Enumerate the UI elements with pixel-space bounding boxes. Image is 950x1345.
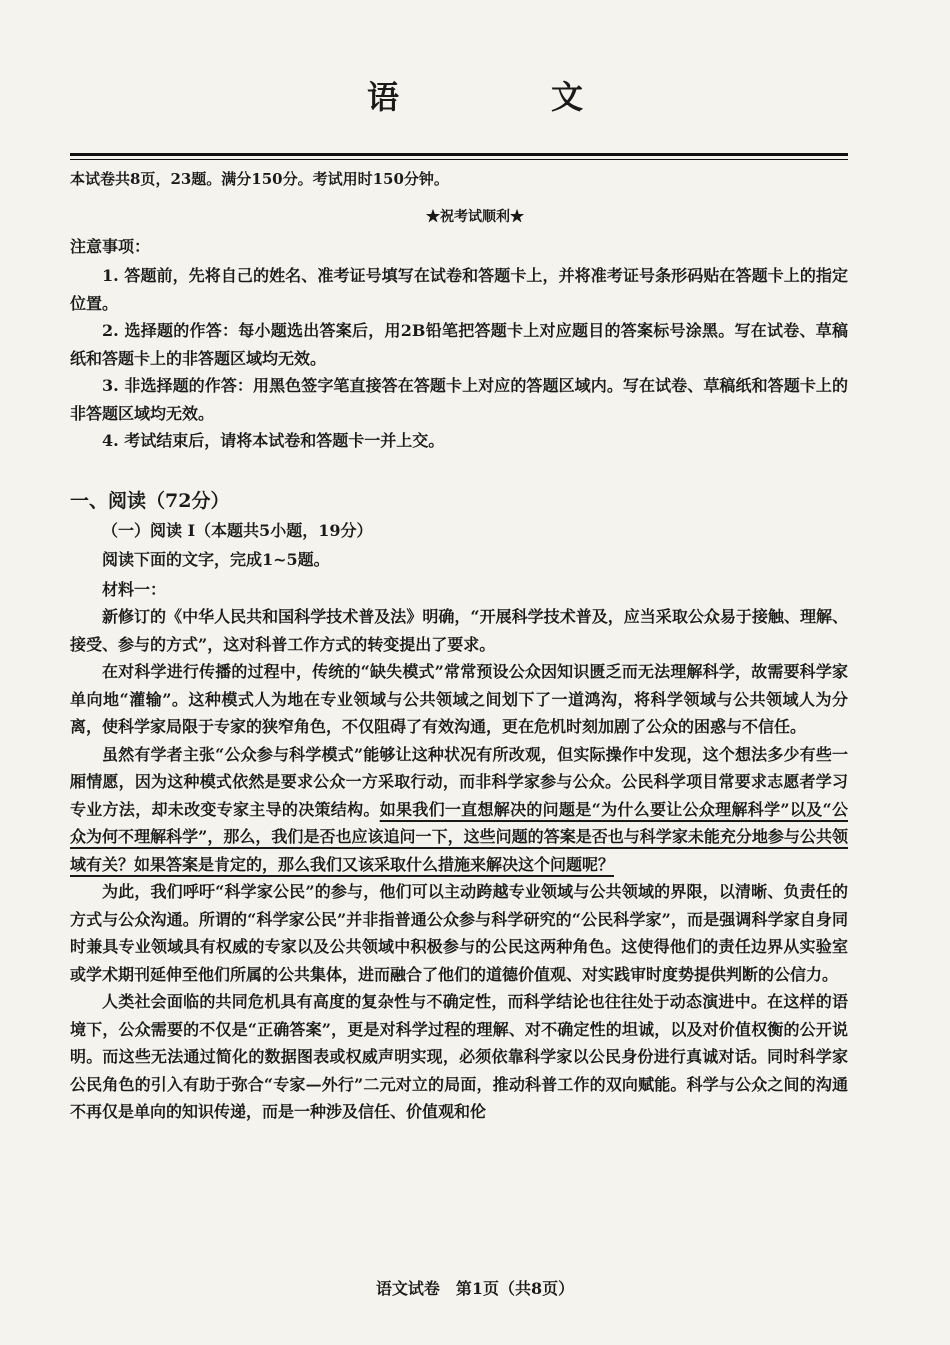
header-rule-thin [70,159,848,160]
passage-paragraph-3 [70,741,848,879]
passage-paragraph-3-text: 虽然有学者主张“公众参与科学模式”能够让这种状况有所改观，但实际操作中发现，这个想法多少有些一厢情愿，因为这种模式依然是要求公众一方采取行动，而非科学家参与公众。公民科学项目常要求志愿者学习专业方法，却未改变专家主导的决策结构。 [70,744,848,819]
reading-instruction: 阅读下面的文字，完成1~5题。 [102,550,330,569]
notice-item-3: 3. 非选择题的作答：用黑色签字笔直接答在答题卡上对应的答题区域内。写在试卷、草稿纸和答题卡上的非答题区域均无效。 [70,376,848,423]
passage-paragraph-1: 新修订的《中华人民共和国科学技术普及法》明确，“开展科学技术普及，应当采取公众易于接触、理解、接受、参与的方式”，这对科普工作方式的转变提出了要求。 [70,607,848,654]
notice-list [70,262,848,455]
header-rule-thick [70,153,848,156]
exam-info: 本试卷共8页，23题。满分150分。考试用时150分钟。 [70,170,449,188]
passage-paragraph-4: 为此，我们呼吁“科学家公民”的参与，他们可以主动跨越专业领域与公共领域的界限，以清晰、负责任的方式与公众沟通。所谓的“科学家公民”并非指普通公众参与科学研究的“公民科学家”，而是强调科学家自身同时兼具专业领域具有权威的专家以及公共领域中积极参与的公民这两种角色。这使得他们的责任边界从实验室或学术期刊延伸至他们所属的公共集体，进而融合了他们的道德价值观、对实践审时度势提供判断的公信力。 [70,882,848,984]
reading-passage [70,603,848,1126]
page-footer: 语文试卷 第1页（共8页） [375,1279,575,1298]
section-heading: 一、阅读（72分） [70,490,230,512]
subsection-heading: （一）阅读 I（本题共5小题，19分） [102,521,373,540]
page-title: 语 文 [366,78,643,116]
material-label: 材料一： [102,580,167,599]
passage-paragraph-5: 人类社会面临的共同危机具有高度的复杂性与不确定性，而科学结论也往往处于动态演进中。在这样的语境下，公众需要的不仅是“正确答案”，更是对科学过程的理解、对不确定性的坦诚，以及对价值权衡的公开说明。而这些无法通过简化的数据图表或权威声明实现，必须依靠科学家以公民身份进行真诚对话。同时科学家公民角色的引入有助于弥合“专家—外行”二元对立的局面，推动科普工作的双向赋能。科学与公众之间的沟通不再仅是单向的知识传递，而是一种涉及信任、价值观和伦 [70,992,848,1121]
underlined-question-text: 如果我们一直想解决的问题是“为什么要让公众理解科学”以及“公众为何不理解科学”，那么，我们是否也应该追问一下，这些问题的答案是否也与科学家未能充分地参与公共领域有关？如果答案是肯定的，那么我们又该采取什么措施来解决这个问题呢？ [70,799,848,874]
notice-heading: 注意事项： [70,237,151,256]
notice-item-4: 4. 考试结束后，请将本试卷和答题卡一并上交。 [102,431,445,450]
good-luck-line: ★祝考试顺利★ [426,209,524,225]
notice-item-2: 2. 选择题的作答：每小题选出答案后，用2B铅笔把答题卡上对应题目的答案标号涂黑。写在试卷、草稿纸和答题卡上的非答题区域均无效。 [70,321,848,368]
notice-item-1: 1. 答题前，先将自己的姓名、准考证号填写在试卷和答题卡上，并将准考证号条形码贴在答题卡上的指定位置。 [70,266,848,313]
passage-paragraph-2: 在对科学进行传播的过程中，传统的“缺失模式”常常预设公众因知识匮乏而无法理解科学，故需要科学家单向地“灌输”。这种模式人为地在专业领域与公共领域之间划下了一道鸿沟，将科学领域与公共领域人为分离，使科学家局限于专家的狭窄角色，不仅阻碍了有效沟通，更在危机时刻加剧了公众的困惑与不信任。 [70,662,848,736]
